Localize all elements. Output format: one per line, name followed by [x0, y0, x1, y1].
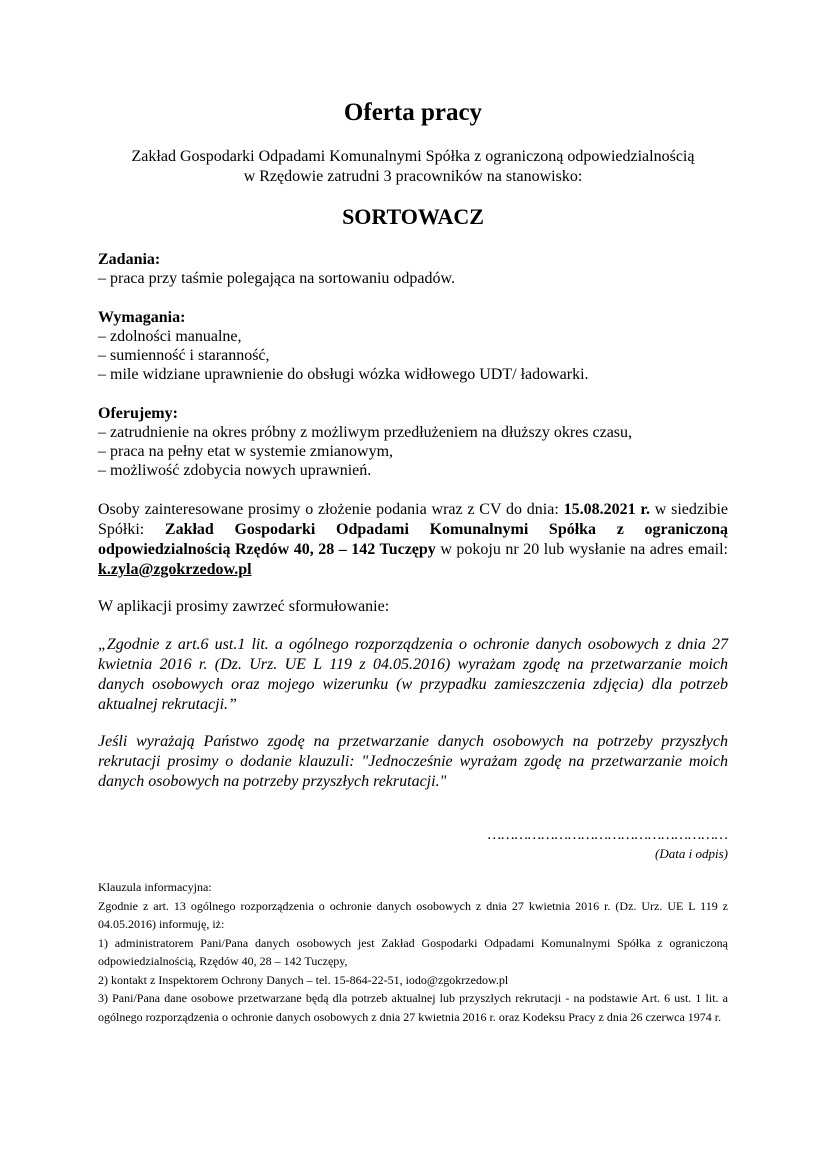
requirements-section	[98, 308, 728, 384]
intro-paragraph	[98, 147, 728, 187]
application-text: Osoby zainteresowane prosimy o złożenie podania wraz z CV do dnia:	[98, 501, 564, 518]
section-heading: Zadania:	[98, 251, 161, 268]
position-title: SORTOWACZ	[342, 204, 484, 229]
application-text: w siedzibie Spółki:	[98, 501, 728, 538]
intro-line: w Rzędowie zatrudni 3 pracowników na stanowisko:	[243, 168, 583, 185]
section-heading: Oferujemy:	[98, 405, 178, 422]
request-text: W aplikacji prosimy zawrzeć sformułowanie:	[98, 598, 390, 615]
deadline-date: 15.08.2021 r.	[563, 501, 650, 518]
clause-line: 3) Pani/Pana dane osobowe przetwarzane będą dla potrzeb aktualnej lub przyszłych rekrutacji - na podstawie Art. 6 ust. 1 lit. a ogólnego rozporządzenia o ochronie danych osobowych z dnia 27 kwietnia 2016 r. oraz Kodeksu Pracy z dnia 26 czerwca 1974 r.	[98, 991, 728, 1024]
information-clause	[98, 878, 728, 1026]
list-item: – zatrudnienie na okres próbny z możliwym przedłużeniem na dłuższy okres czasu,	[98, 424, 633, 441]
offer-section	[98, 404, 728, 480]
signature-caption: (Data i odpis)	[655, 846, 728, 861]
application-paragraph	[98, 500, 728, 580]
list-item: – praca przy taśmie polegająca na sortowaniu odpadów.	[98, 270, 456, 287]
signature-block	[98, 826, 728, 863]
list-item: – mile widziane uprawnienie do obsługi wózka widłowego UDT/ ładowarki.	[98, 366, 589, 383]
signature-line: ………………………………………………	[487, 827, 728, 843]
clause-heading: Klauzula informacyjna:	[98, 880, 212, 894]
list-item: – możliwość zdobycia nowych uprawnień.	[98, 462, 372, 479]
application-text: w pokoju nr 20 lub wysłanie na adres email:	[435, 541, 728, 558]
intro-line: Zakład Gospodarki Odpadami Komunalnymi Spółka z ograniczoną odpowiedzialnością	[131, 148, 695, 165]
section-heading: Wymagania:	[98, 309, 186, 326]
tasks-section	[98, 250, 728, 288]
consent-quote: „Zgodnie z art.6 ust.1 lit. a ogólnego rozporządzenia o ochronie danych osobowych z dnia 27 kwietnia 2016 r. (Dz. Urz. UE L 119 z 04.05.2016) wyrażam zgodę na przetwarzanie moich danych osobowych oraz mojego wizerunku (w przypadku zamieszczenia zdjęcia) dla potrzeb aktualnej rekrutacji.”	[98, 636, 728, 713]
clause-line: Zgodnie z art. 13 ogólnego rozporządzenia o ochronie danych osobowych z dnia 27 kwietnia 2016 r. (Dz. Urz. UE L 119 z 04.05.2016) informuję, iż:	[98, 898, 728, 931]
page-title: Oferta pracy	[343, 99, 483, 126]
email-link[interactable]: k.zyla@zgokrzedow.pl	[98, 561, 252, 578]
list-item: – praca na pełny etat w systemie zmianowym,	[98, 443, 394, 460]
list-item: – zdolności manualne,	[98, 328, 242, 345]
company-address: Zakład Gospodarki Odpadami Komunalnymi Spółka z ograniczoną odpowiedzialnością Rzędów 40, 28 – 142 Tuczępy	[98, 521, 729, 558]
clause-line: 1) administratorem Pani/Pana danych osobowych jest Zakład Gospodarki Odpadami Komunalnymi Spółka z ograniczoną odpowiedzialnością, Rzędów 40, 28 – 142 Tuczępy,	[98, 935, 728, 968]
future-consent-text: Jeśli wyrażają Państwo zgodę na przetwarzanie danych osobowych na potrzeby przyszłych rekrutacji prosimy o dodanie klauzuli: "Jednocześnie wyrażam zgodę na przetwarzanie moich danych osobowych na potrzeby przyszłych rekrutacji."	[98, 733, 728, 790]
list-item: – sumienność i staranność,	[98, 347, 270, 364]
clause-line: 2) kontakt z Inspektorem Ochrony Danych – tel. 15-864-22-51, iodo@zgokrzedow.pl	[98, 972, 509, 987]
